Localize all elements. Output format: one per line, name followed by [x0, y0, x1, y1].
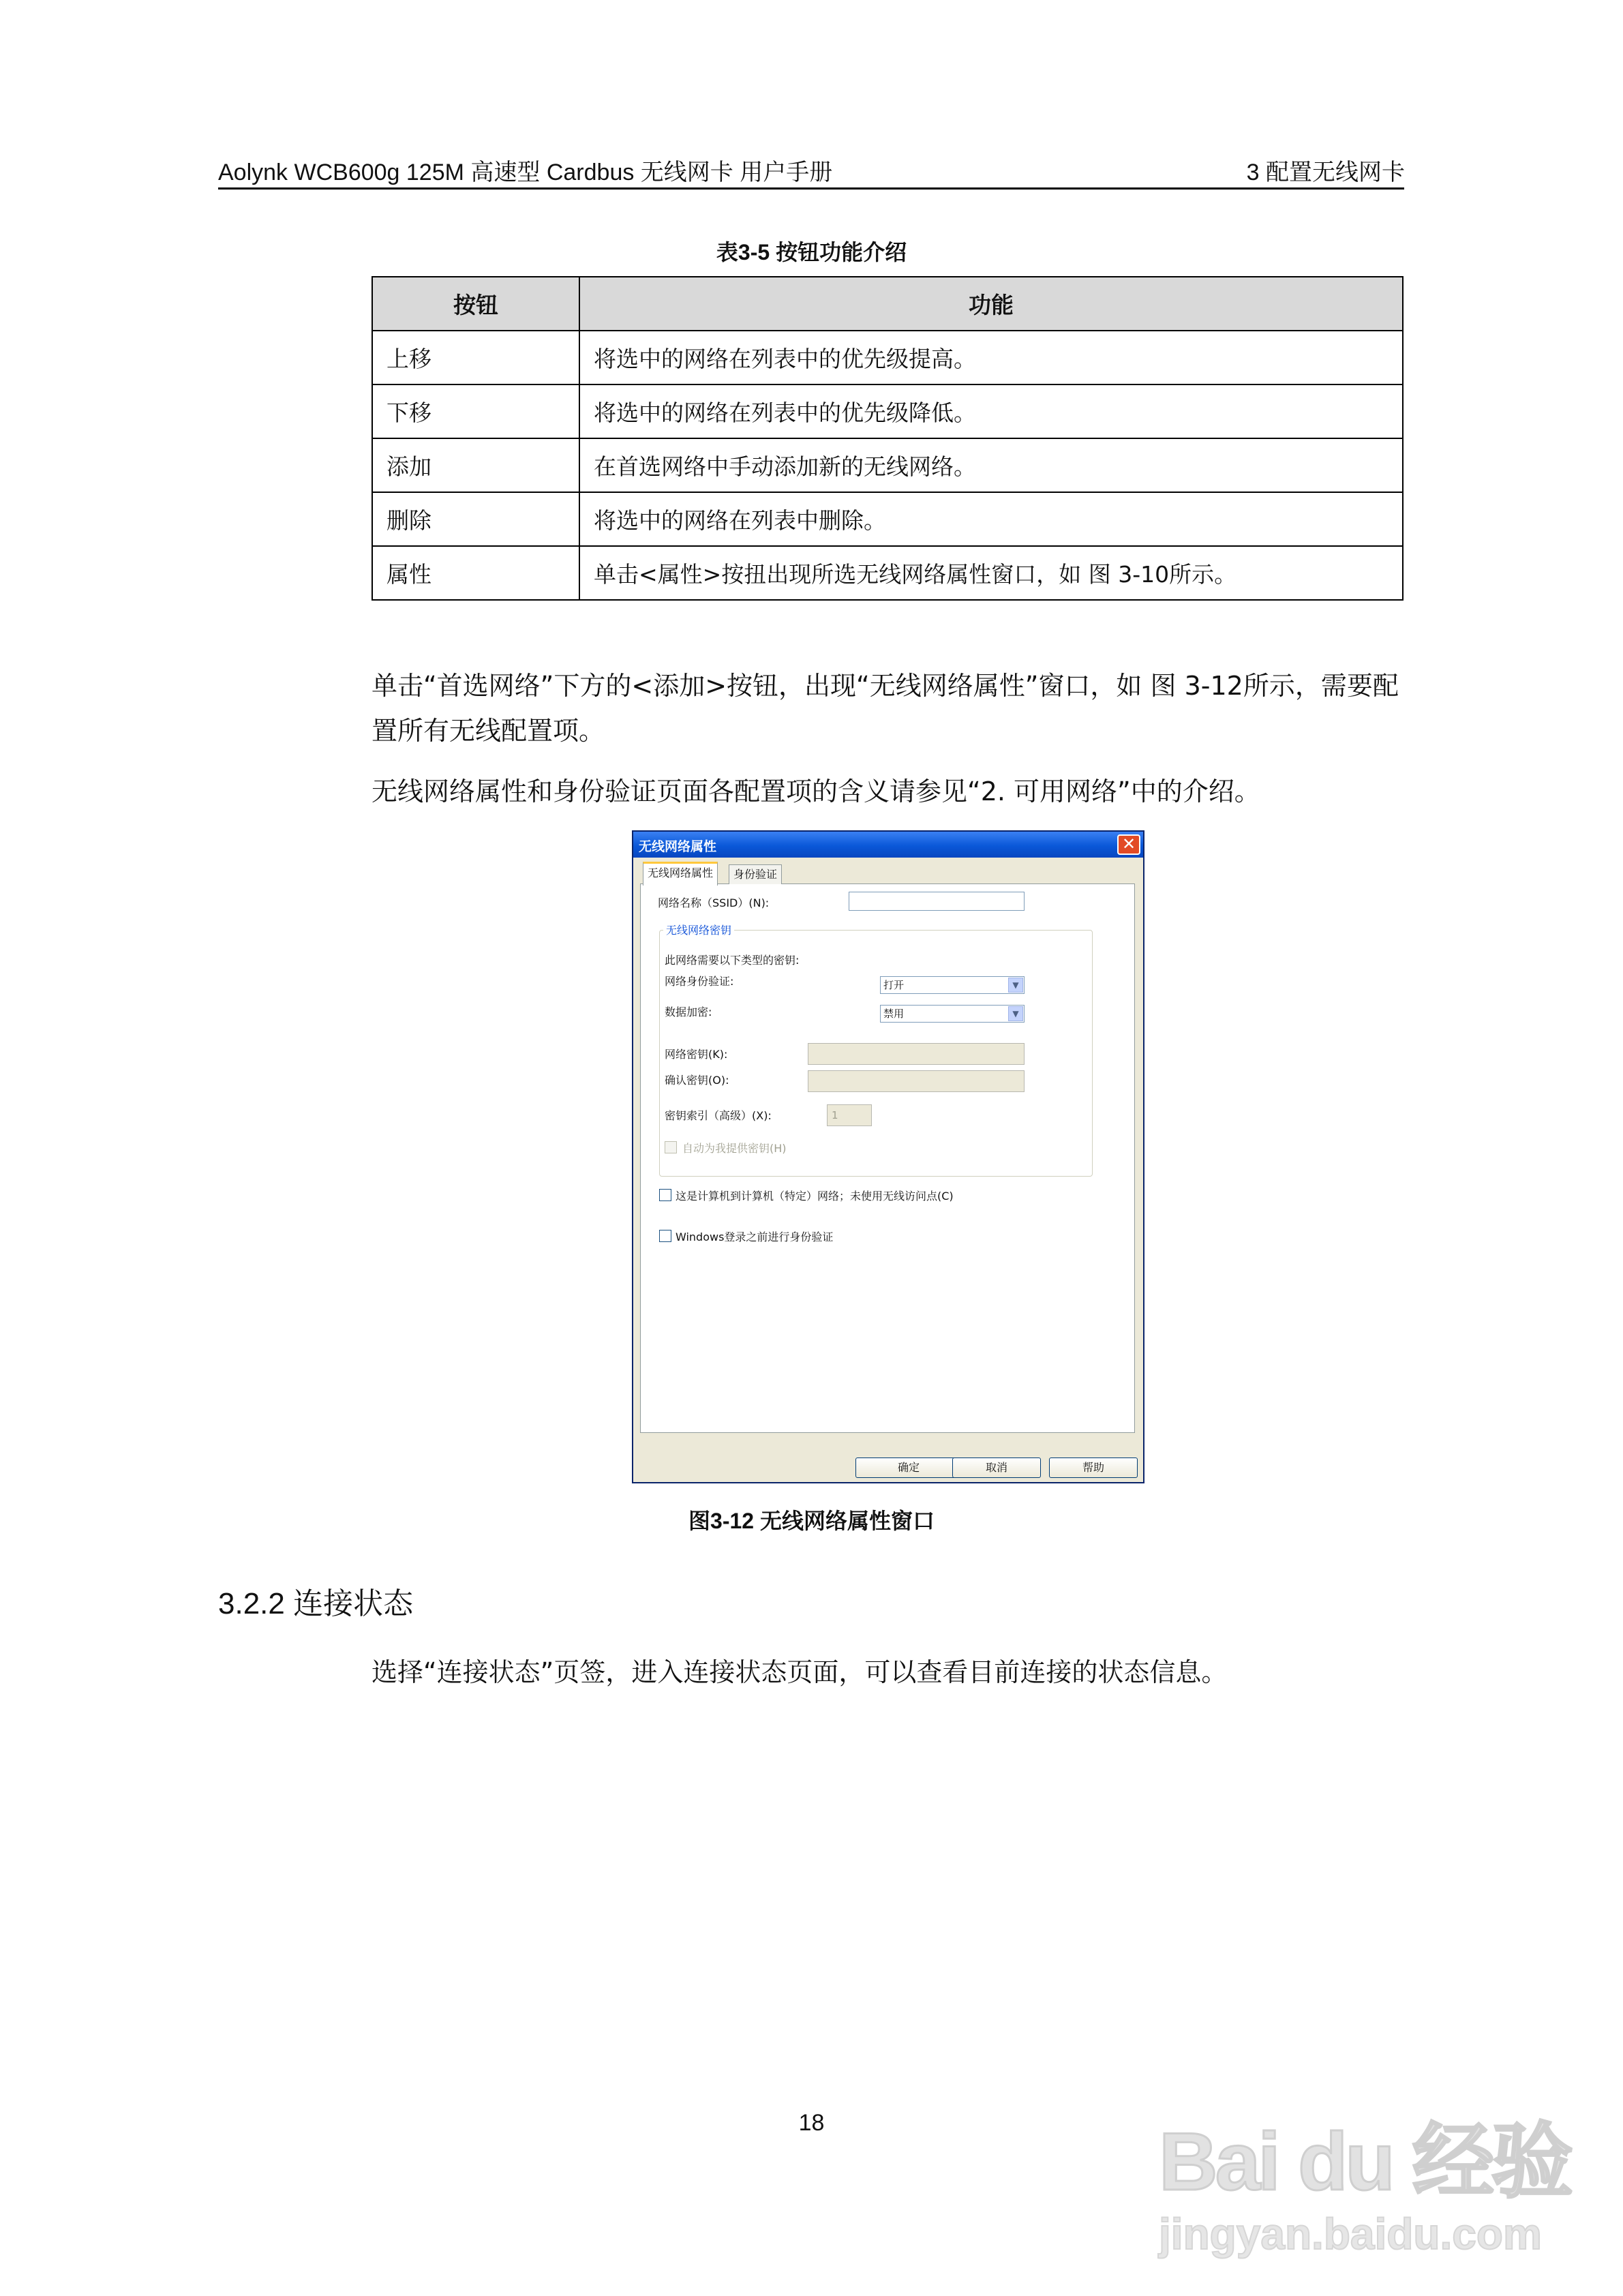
key-index-label: 密钥索引（高级）(X): [665, 1109, 772, 1122]
table-cell: 将选中的网络在列表中的优先级提高。 [579, 331, 1403, 384]
ssid-label: 网络名称（SSID）(N): [658, 896, 770, 909]
table-header-cell: 按钮 [372, 277, 579, 331]
table-row [372, 492, 1403, 546]
watermark-logo: Bai du 经验 [1159, 2116, 1571, 2207]
running-header-chapter: 3 配置无线网卡 [1246, 160, 1405, 185]
auto-key-label: 自动为我提供密钥(H) [682, 1142, 787, 1155]
table-cell: 添加 [372, 438, 579, 492]
button-function-table [371, 276, 1404, 601]
ssid-input[interactable] [849, 892, 1025, 911]
auto-key-checkbox[interactable] [665, 1141, 677, 1153]
table-cell: 单击<属性>按扭出现所选无线网络属性窗口，如 图 3-10所示。 [579, 546, 1403, 600]
wireless-properties-dialog [632, 830, 1144, 1483]
network-key-label: 网络密钥(K): [665, 1048, 728, 1061]
cancel-button[interactable]: 取消 [952, 1457, 1041, 1478]
network-key-input[interactable] [808, 1043, 1025, 1065]
tab-authentication[interactable]: 身份验证 [729, 864, 782, 884]
body-paragraph: 无线网络属性和身份验证页面各配置项的含义请参见“2. 可用网络”中的介绍。 [371, 776, 1260, 806]
adhoc-checkbox[interactable] [659, 1189, 671, 1201]
key-index-spinner[interactable] [827, 1104, 872, 1126]
dialog-title: 无线网络属性 [639, 839, 717, 854]
auth-label: 网络身份验证: [665, 975, 734, 988]
table-cell: 属性 [372, 546, 579, 600]
encryption-select-value: 禁用 [883, 1008, 905, 1020]
table-cell: 下移 [372, 384, 579, 438]
watermark-url: jingyan.baidu.com [1159, 2209, 1542, 2259]
adhoc-label: 这是计算机到计算机（特定）网络；未使用无线访问点(C) [676, 1190, 954, 1203]
help-button[interactable]: 帮助 [1049, 1457, 1138, 1478]
ok-button[interactable]: 确定 [855, 1457, 962, 1478]
section-heading: 3.2.2 连接状态 [218, 1587, 414, 1620]
dialog-titlebar[interactable] [633, 832, 1143, 858]
table-cell: 将选中的网络在列表中的优先级降低。 [579, 384, 1403, 438]
body-paragraph: 单击“首选网络”下方的<添加>按钮，出现“无线网络属性”窗口，如 图 3-12所示，需要配置所有无线配置项。 [371, 671, 1399, 746]
table-cell: 在首选网络中手动添加新的无线网络。 [579, 438, 1403, 492]
key-index-value: 1 [832, 1109, 838, 1121]
group-title: 无线网络密钥 [663, 922, 734, 937]
auth-select-value: 打开 [883, 979, 905, 991]
table-caption: 表3-5 按钮功能介绍 [716, 240, 907, 265]
encryption-label: 数据加密: [665, 1006, 712, 1018]
confirm-key-input[interactable] [808, 1070, 1025, 1092]
table-cell: 将选中的网络在列表中删除。 [579, 492, 1403, 546]
chevron-down-icon[interactable]: ▼ [1008, 1006, 1023, 1021]
logon-auth-checkbox[interactable] [659, 1230, 671, 1242]
running-header-title: Aolynk WCB600g 125M 高速型 Cardbus 无线网卡 用户手册 [218, 160, 833, 185]
table-row [372, 331, 1403, 384]
table-row [372, 438, 1403, 492]
close-icon[interactable]: ✕ [1117, 834, 1140, 855]
table-cell: 删除 [372, 492, 579, 546]
auth-select[interactable] [880, 976, 1025, 994]
table-header-row [372, 277, 1403, 331]
confirm-key-label: 确认密钥(O): [665, 1074, 729, 1087]
figure-caption: 图3-12 无线网络属性窗口 [688, 1509, 935, 1533]
table-row [372, 384, 1403, 438]
tab-wireless-properties[interactable]: 无线网络属性 [643, 862, 718, 886]
table-cell: 上移 [372, 331, 579, 384]
table-header-cell: 功能 [579, 277, 1403, 331]
group-description: 此网络需要以下类型的密钥: [665, 954, 800, 967]
header-rule [218, 187, 1404, 190]
logon-auth-label: Windows登录之前进行身份验证 [676, 1230, 834, 1243]
page-number: 18 [798, 2110, 825, 2136]
encryption-select[interactable] [880, 1005, 1025, 1023]
chevron-down-icon[interactable]: ▼ [1008, 978, 1023, 993]
table-row [372, 546, 1403, 600]
body-paragraph: 选择“连接状态”页签，进入连接状态页面，可以查看目前连接的状态信息。 [371, 1657, 1228, 1687]
